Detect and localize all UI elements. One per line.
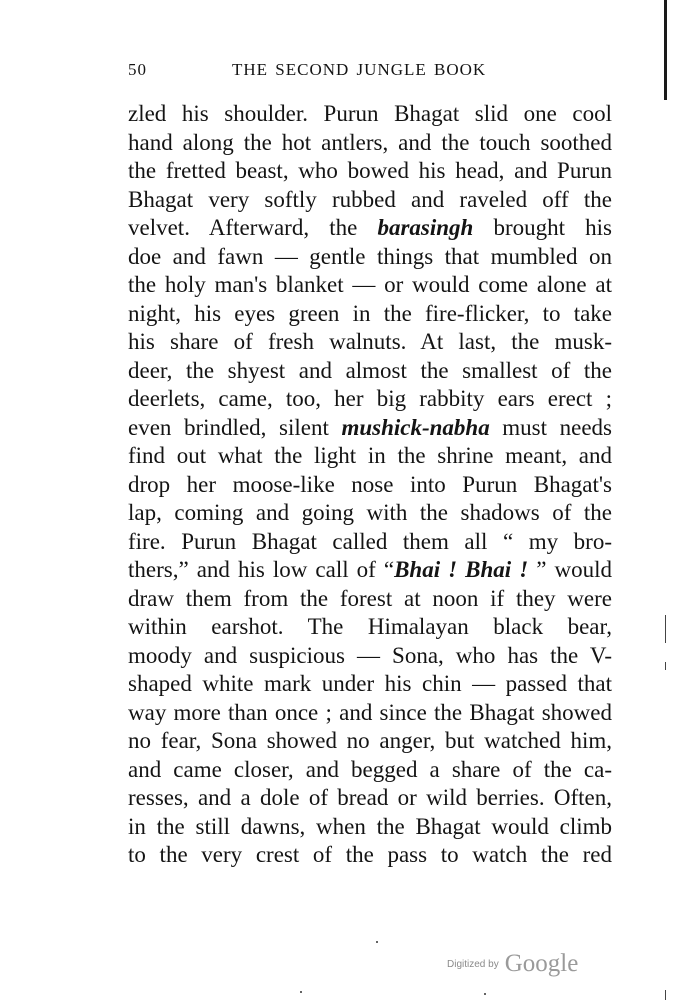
- text-run: hand along the hot antlers, and the touch soothed: [128, 129, 612, 155]
- text-line: [128, 756, 612, 785]
- text-line: [128, 300, 612, 329]
- text-run: ” would: [528, 557, 613, 582]
- body-text: [128, 100, 612, 870]
- italic-term: mushick-nabha: [341, 414, 490, 440]
- text-run: lap, coming and going with the shadows of the: [128, 500, 612, 525]
- text-run: zled his shoulder. Purun Bhagat slid one cool: [128, 101, 612, 126]
- italic-term: Bhai ! Bhai !: [394, 557, 529, 582]
- text-run: fire. Purun Bhagat called them all “ my bro-: [128, 528, 612, 554]
- book-title: THE SECOND JUNGLE BOOK: [232, 60, 487, 79]
- text-line: [128, 157, 612, 186]
- text-run: shaped white mark under his chin — passed that: [128, 671, 612, 696]
- scan-speck: [300, 991, 302, 993]
- text-line: [128, 243, 612, 272]
- text-run: deerlets, came, too, her big rabbity ears erect ;: [128, 386, 612, 411]
- text-line: [128, 727, 612, 756]
- text-run: brought his: [473, 215, 612, 240]
- text-line: [128, 499, 612, 528]
- watermark-prefix: Digitized by: [447, 958, 499, 970]
- page-edge-mark: [665, 615, 666, 643]
- text-run: drop her moose-like nose into Purun Bhagat's: [128, 471, 612, 497]
- running-head: [128, 60, 612, 86]
- text-run: in the still dawns, when the Bhagat would climb: [128, 813, 612, 839]
- text-line: [128, 585, 612, 614]
- text-run: way more than once ; and since the Bhagat showed: [128, 699, 612, 725]
- page-number: 50: [128, 60, 147, 79]
- text-line: [128, 100, 612, 129]
- text-line: [128, 670, 612, 699]
- text-line: [128, 471, 612, 500]
- text-line: [128, 613, 612, 642]
- text-run: no fear, Sona showed no anger, but watched him,: [128, 728, 612, 753]
- text-run: moody and suspicious — Sona, who has the V-: [128, 642, 612, 668]
- text-line: [128, 385, 612, 414]
- text-line: [128, 841, 612, 870]
- page-edge-mark: [665, 990, 666, 1000]
- text-run: his share of fresh walnuts. At last, the musk-: [128, 329, 612, 354]
- text-line: [128, 813, 612, 842]
- text-line: [128, 528, 612, 557]
- watermark-brand: Google: [504, 950, 579, 977]
- italic-term: barasingh: [377, 215, 474, 240]
- text-run: within earshot. The Himalayan black bear,: [128, 614, 612, 639]
- text-run: the holy man's blanket — or would come alone at: [128, 272, 612, 297]
- text-run: doe and fawn — gentle things that mumbled on: [128, 243, 612, 269]
- text-line: [128, 357, 612, 386]
- text-run: even brindled, silent: [128, 414, 342, 440]
- text-run: resses, and a dole of bread or wild berries. Often,: [128, 785, 612, 810]
- scan-speck: [376, 941, 378, 943]
- text-run: deer, the shyest and almost the smallest of the: [128, 357, 612, 383]
- text-run: and came closer, and begged a share of the ca-: [128, 756, 612, 782]
- text-run: to the very crest of the pass to watch the red: [128, 842, 612, 867]
- text-line: [128, 271, 612, 300]
- page-edge-line: [664, 0, 667, 100]
- page-edge-mark: [665, 662, 666, 670]
- text-line: [128, 214, 612, 243]
- text-run: must needs: [489, 414, 612, 440]
- text-run: Bhagat very softly rubbed and raveled off the: [128, 186, 612, 212]
- text-run: the fretted beast, who bowed his head, and Purun: [128, 158, 612, 183]
- text-run: draw them from the forest at noon if they were: [128, 585, 612, 611]
- text-run: thers,” and his low call of “: [128, 557, 395, 582]
- digitization-watermark: [447, 950, 578, 986]
- text-run: night, his eyes green in the fire-flicker, to take: [128, 300, 612, 326]
- scan-speck: [484, 993, 486, 995]
- text-line: [128, 414, 612, 443]
- text-run: velvet. Afterward, the: [128, 215, 378, 240]
- text-line: [128, 699, 612, 728]
- text-line: [128, 642, 612, 671]
- text-line: [128, 442, 612, 471]
- text-line: [128, 556, 612, 585]
- text-line: [128, 186, 612, 215]
- text-line: [128, 129, 612, 158]
- text-line: [128, 784, 612, 813]
- text-line: [128, 328, 612, 357]
- text-run: find out what the light in the shrine meant, and: [128, 443, 612, 468]
